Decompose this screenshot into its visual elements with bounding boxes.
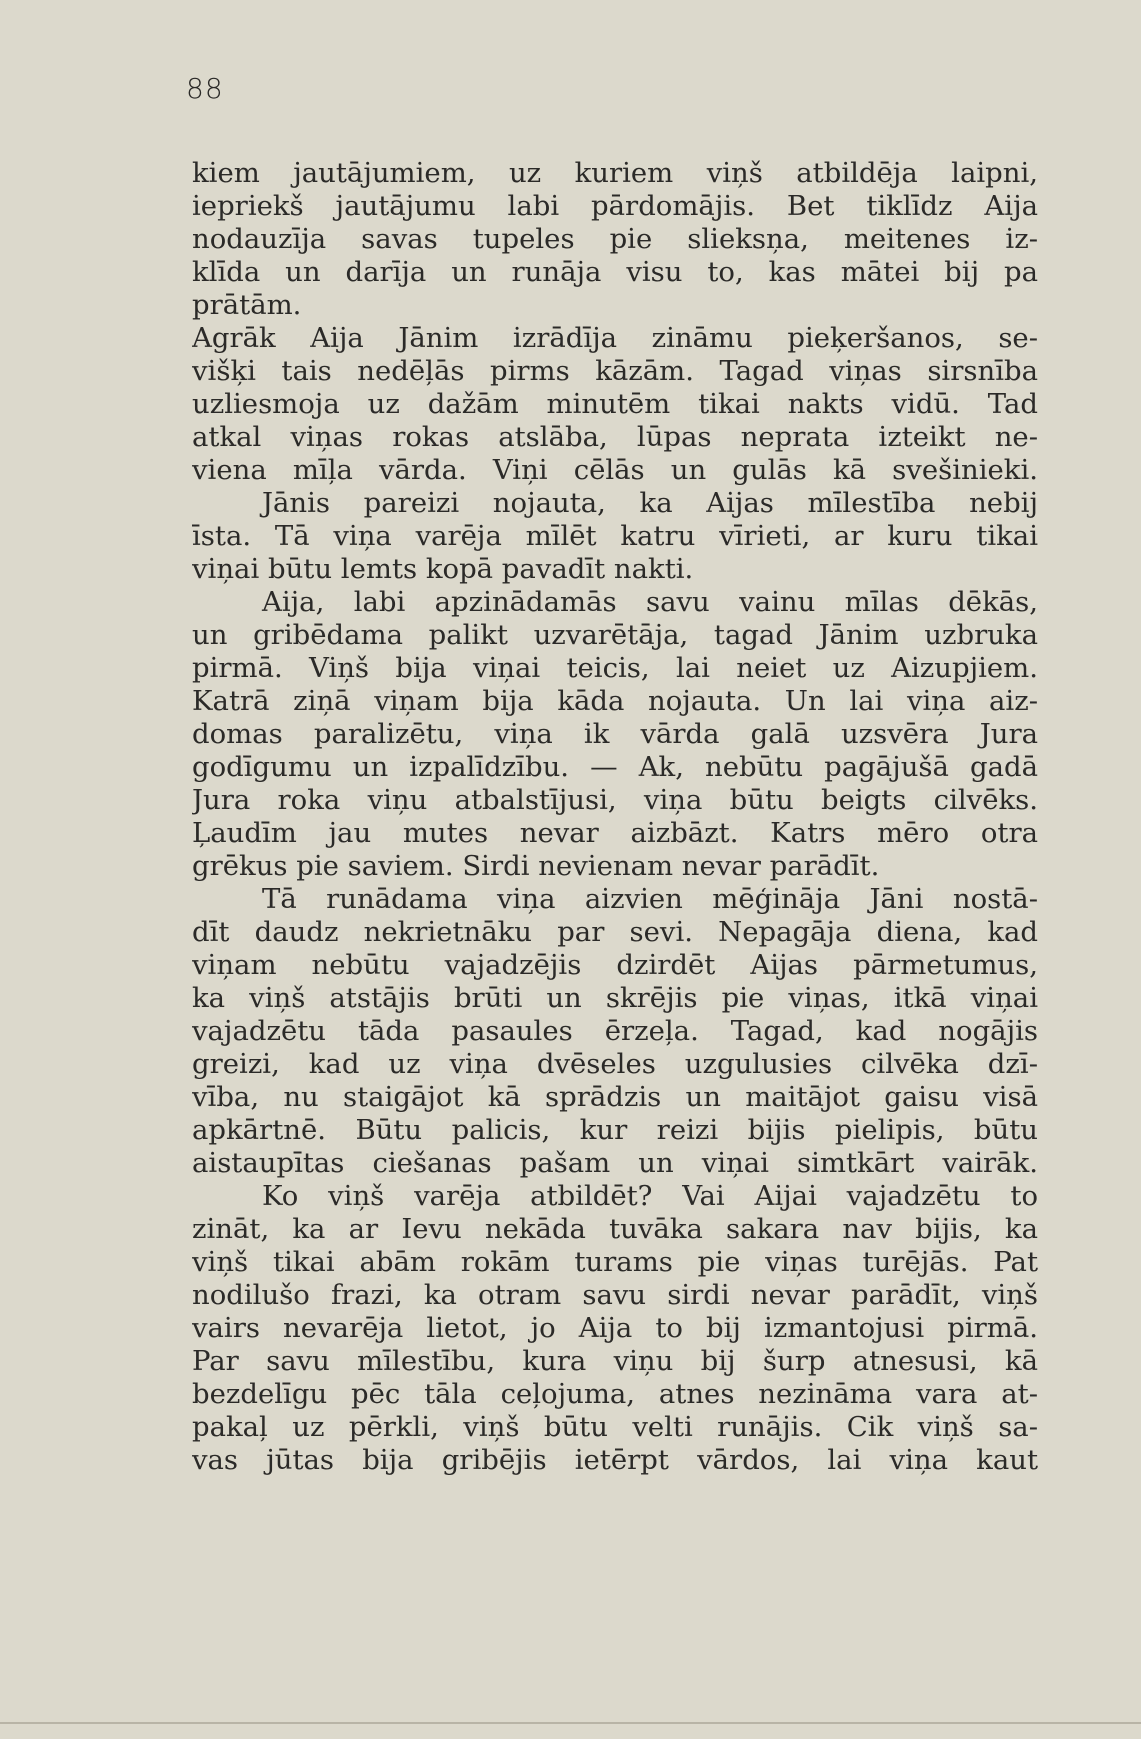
text-line: Ko viņš varēja atbildēt? Vai Aijai vajadzētu to <box>262 1180 1038 1212</box>
text-line: Ļaudīm jau mutes nevar aizbāzt. Katrs mēro otra <box>192 817 1038 849</box>
text-line: viņai būtu lemts kopā pavadīt nakti. <box>192 553 694 585</box>
text-line: ka viņš atstājis brūti un skrējis pie viņas, itkā viņai <box>192 982 1038 1014</box>
text-line: grēkus pie saviem. Sirdi nevienam nevar parādīt. <box>192 850 880 882</box>
text-line: domas paralizētu, viņa ik vārda galā uzsvēra Jura <box>192 718 1038 750</box>
text-line: Katrā ziņā viņam bija kāda nojauta. Un lai viņa aiz- <box>192 685 1038 717</box>
page-number: 88 <box>186 72 224 105</box>
text-line: dīt daudz nekrietnāku par sevi. Nepagāja diena, kad <box>192 916 1038 948</box>
text-line: bezdelīgu pēc tāla ceļojuma, atnes nezināma vara at- <box>192 1378 1038 1410</box>
text-line: viņam nebūtu vajadzējis dzirdēt Aijas pārmetumus, <box>192 949 1038 981</box>
page-bottom-edge <box>0 1722 1141 1724</box>
text-line: višķi tais nedēļās pirms kāzām. Tagad viņas sirsnība <box>192 355 1038 387</box>
text-line: nodauzīja savas tupeles pie slieksņa, meitenes iz- <box>192 223 1038 255</box>
text-line: greizi, kad uz viņa dvēseles uzgulusies cilvēka dzī- <box>192 1048 1038 1080</box>
text-line: vairs nevarēja lietot, jo Aija to bij izmantojusi pirmā. <box>192 1312 1038 1344</box>
text-line: viena mīļa vārda. Viņi cēlās un gulās kā svešinieki. <box>192 454 1038 486</box>
text-line: atkal viņas rokas atslāba, lūpas neprata izteikt ne- <box>192 421 1038 453</box>
text-line: vas jūtas bija gribējis ietērpt vārdos, lai viņa kaut <box>192 1444 1038 1476</box>
text-line: uzliesmoja uz dažām minutēm tikai nakts vidū. Tad <box>192 388 1038 420</box>
text-line: Par savu mīlestību, kura viņu bij šurp atnesusi, kā <box>192 1345 1038 1377</box>
text-line: apkārtnē. Būtu palicis, kur reizi bijis pielipis, būtu <box>192 1114 1038 1146</box>
text-line: viņš tikai abām rokām turams pie viņas turējās. Pat <box>192 1246 1038 1278</box>
text-line: Jānis pareizi nojauta, ka Aijas mīlestība nebij <box>262 487 1038 519</box>
text-line: pakaļ uz pērkli, viņš būtu velti runājis. Cik viņš sa- <box>192 1411 1038 1443</box>
text-line: Tā runādama viņa aizvien mēģināja Jāni nostā- <box>262 883 1038 915</box>
text-line: kiem jautājumiem, uz kuriem viņš atbildēja laipni, <box>192 157 1038 189</box>
text-line: un gribēdama palikt uzvarētāja, tagad Jānim uzbruka <box>192 619 1038 651</box>
text-line: vajadzētu tāda pasaules ērzeļa. Tagad, kad nogājis <box>192 1015 1038 1047</box>
text-line: iepriekš jautājumu labi pārdomājis. Bet tiklīdz Aija <box>192 190 1038 222</box>
text-line: nodilušo frazi, ka otram savu sirdi nevar parādīt, viņš <box>192 1279 1038 1311</box>
text-line: īsta. Tā viņa varēja mīlēt katru vīrieti, ar kuru tikai <box>192 520 1038 552</box>
text-line: prātām. <box>192 289 302 321</box>
text-line: vība, nu staigājot kā sprādzis un maitājot gaisu visā <box>192 1081 1038 1113</box>
text-line: zināt, ka ar Ievu nekāda tuvāka sakara nav bijis, ka <box>192 1213 1038 1245</box>
body-text <box>192 157 1038 1477</box>
text-line: klīda un darīja un runāja visu to, kas mātei bij pa <box>192 256 1038 288</box>
text-line: Agrāk Aija Jānim izrādīja zināmu pieķeršanos, se- <box>192 322 1038 354</box>
text-line: aistaupītas ciešanas pašam un viņai simtkārt vairāk. <box>192 1147 1038 1179</box>
text-line: Aija, labi apzinādamās savu vainu mīlas dēkās, <box>262 586 1038 618</box>
text-line: pirmā. Viņš bija viņai teicis, lai neiet uz Aizupjiem. <box>192 652 1038 684</box>
text-line: godīgumu un izpalīdzību. — Ak, nebūtu pagājušā gadā <box>192 751 1038 783</box>
text-line: Jura roka viņu atbalstījusi, viņa būtu beigts cilvēks. <box>192 784 1038 816</box>
